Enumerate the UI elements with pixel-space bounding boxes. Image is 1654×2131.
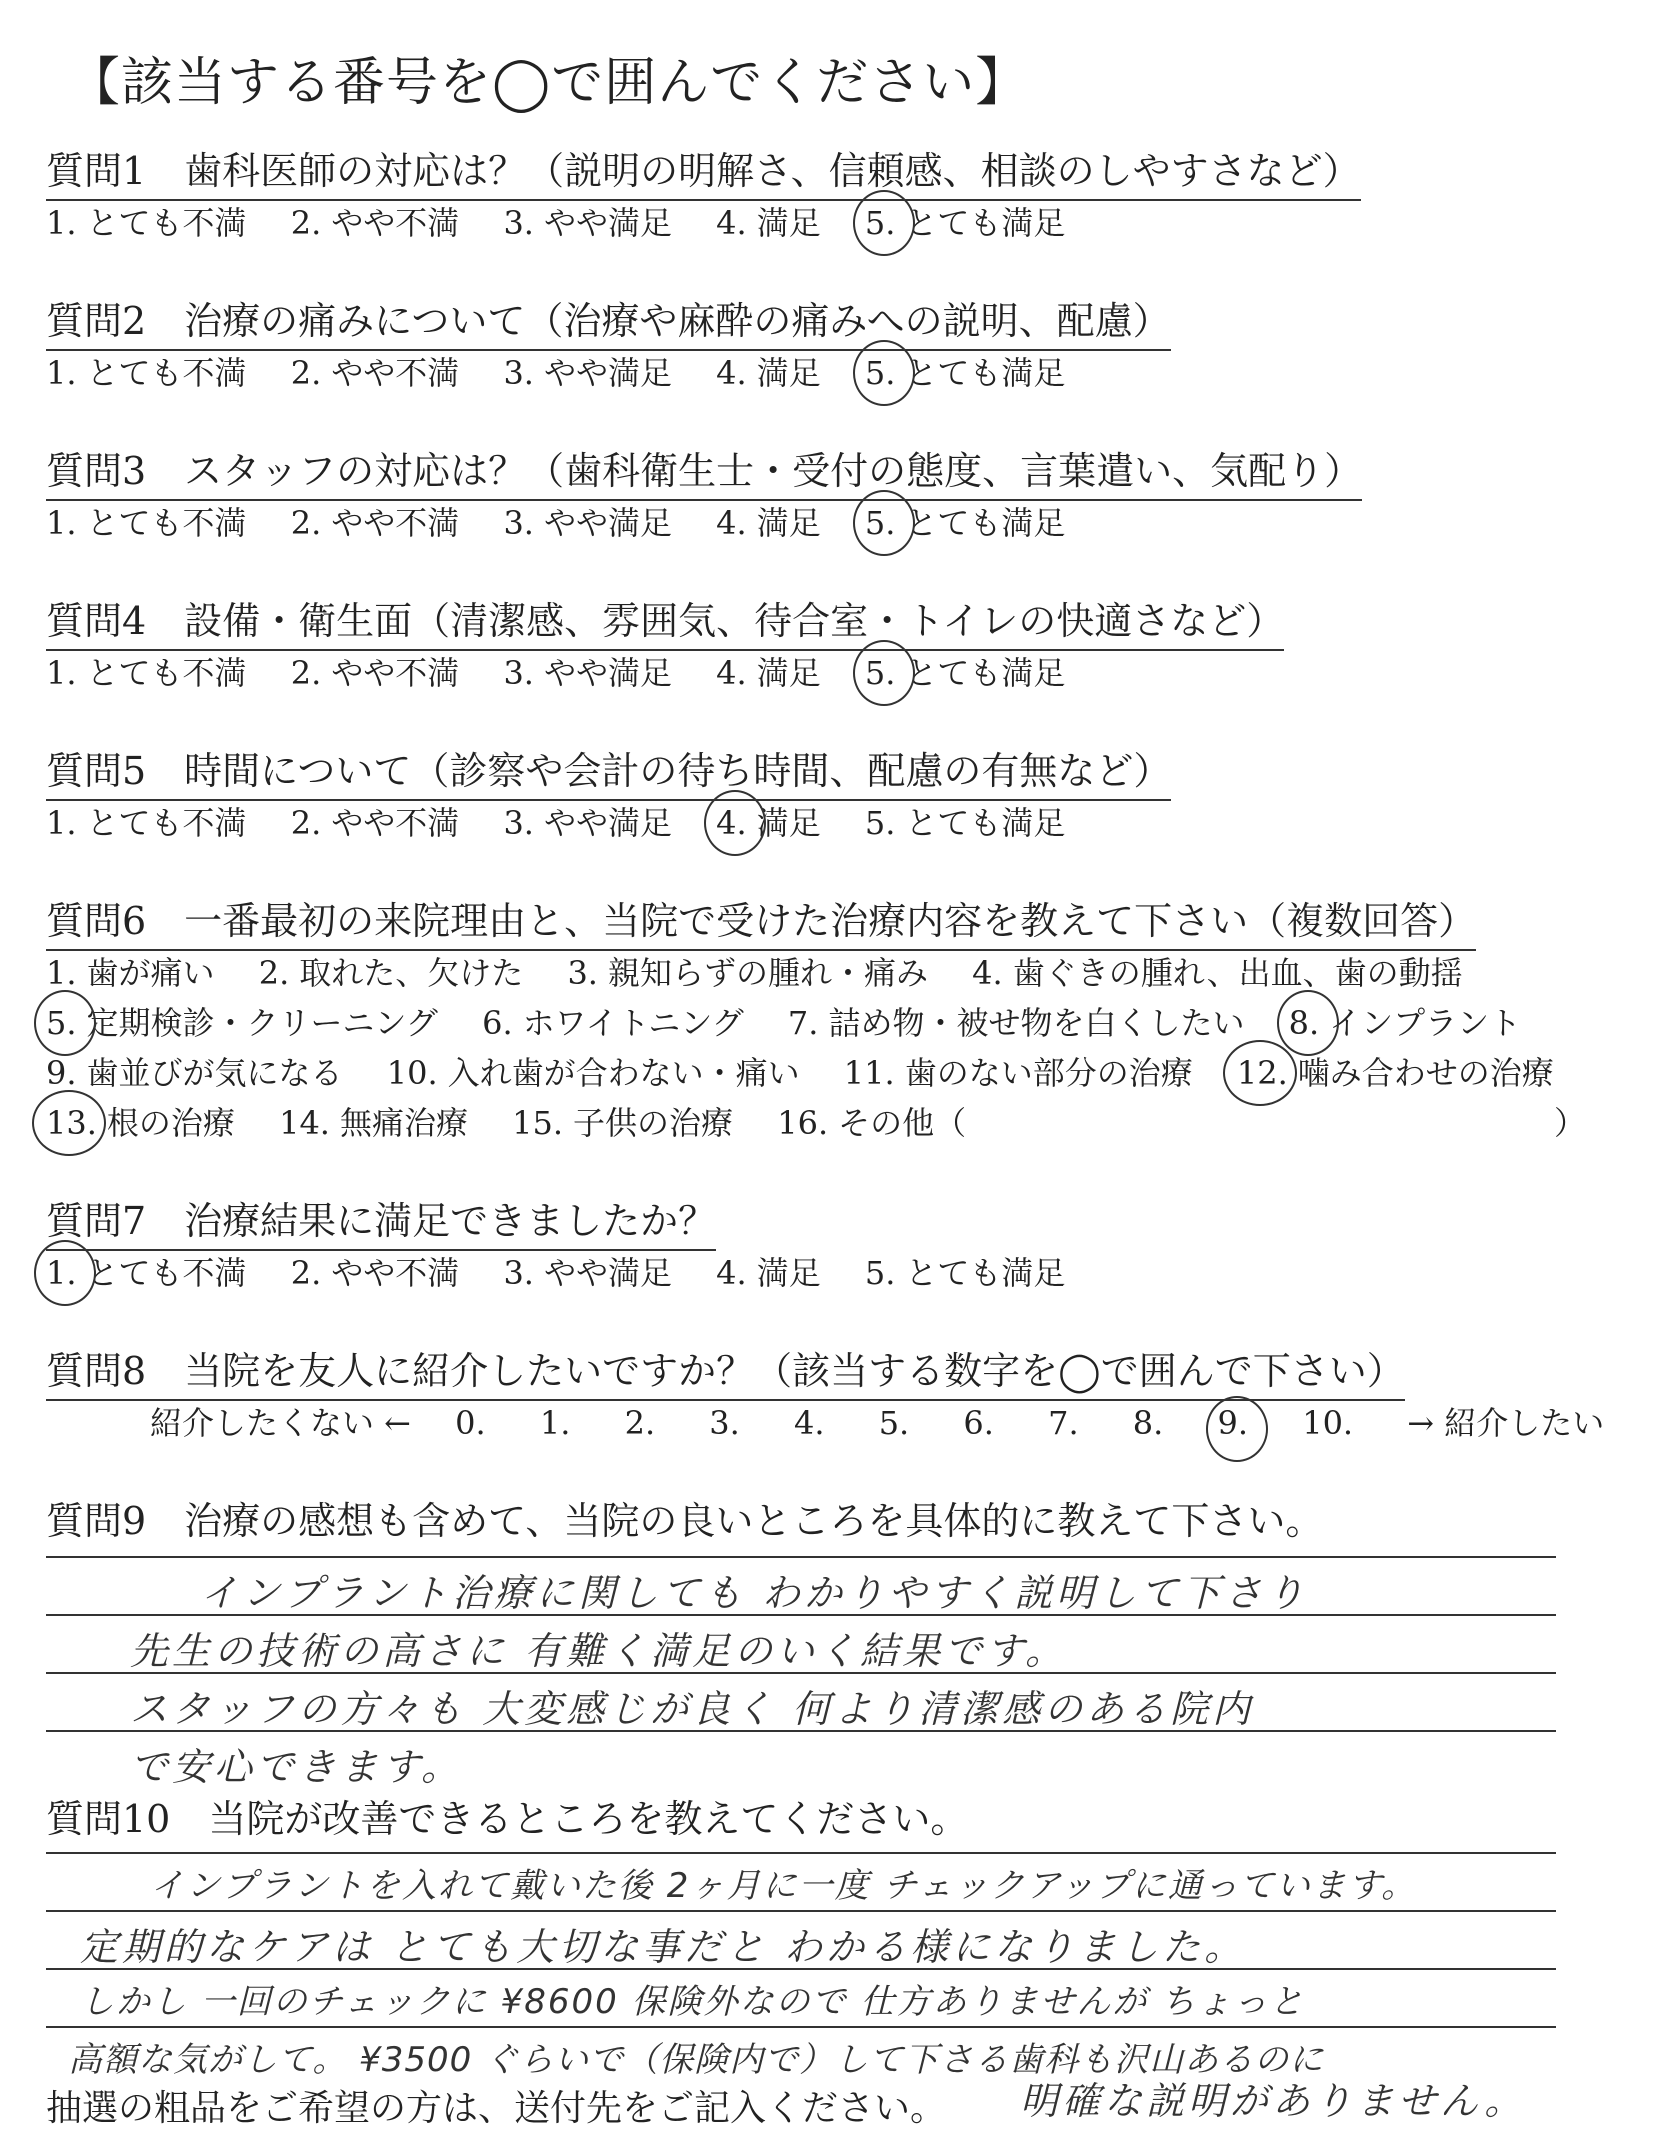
- question-6-row-3: [46, 1048, 1588, 1094]
- q10-handwritten-line-2: 定期的なケアは とても大切な事だと わかる様になりました。: [80, 1925, 1247, 1969]
- q6-option-13-selected[interactable]: 13. 根の治療: [46, 1104, 235, 1142]
- q3-option-5-selected[interactable]: 5. とても満足: [864, 504, 1066, 542]
- q2-option-1[interactable]: 1. とても不満: [46, 354, 247, 392]
- q8-scale-9-selected[interactable]: 9.: [1217, 1404, 1249, 1442]
- q1-option-3[interactable]: 3. やや満足: [503, 204, 672, 242]
- question-4-options: [46, 648, 1099, 694]
- q6-option-4[interactable]: 4. 歯ぐきの腫れ、出血、歯の動揺: [972, 954, 1463, 992]
- q6-option-1[interactable]: 1. 歯が痛い: [46, 954, 215, 992]
- q9-writing-line-1: [46, 1556, 1556, 1558]
- q2-option-5-selected[interactable]: 5. とても満足: [864, 354, 1066, 392]
- q5-option-4-selected[interactable]: 4. 満足: [716, 804, 821, 842]
- question-8-scale: [150, 1398, 1638, 1444]
- q3-option-4[interactable]: 4. 満足: [716, 504, 821, 542]
- q9-handwritten-line-3: スタッフの方々も 大変感じが良く 何より清潔感のある院内: [130, 1687, 1255, 1731]
- q6-option-14[interactable]: 14. 無痛治療: [279, 1104, 468, 1142]
- q10-handwritten-line-1: インプラントを入れて戴いた後 2ヶ月に一度 チェックアップに通っています。: [150, 1866, 1418, 1906]
- q1-option-5-selected[interactable]: 5. とても満足: [864, 204, 1066, 242]
- q8-scale-0[interactable]: 0.: [455, 1404, 486, 1442]
- q10-writing-line-2: [46, 1910, 1556, 1912]
- q6-option-3[interactable]: 3. 親知らずの腫れ・痛み: [567, 954, 928, 992]
- question-5-title: 質問5 時間について（診察や会計の待ち時間、配慮の有無など）: [46, 740, 1171, 801]
- question-6-row-1: [46, 948, 1497, 994]
- q8-scale-7[interactable]: 7.: [1048, 1404, 1079, 1442]
- q8-scale-3[interactable]: 3.: [709, 1404, 740, 1442]
- q6-other-close-paren: ）: [1554, 1104, 1587, 1142]
- question-2-title: 質問2 治療の痛みについて（治療や麻酔の痛みへの説明、配慮）: [46, 290, 1171, 351]
- q5-option-3[interactable]: 3. やや満足: [503, 804, 672, 842]
- q9-handwritten-line-1: インプラント治療に関しても わかりやすく説明して下さり: [200, 1571, 1309, 1615]
- question-2-options: [46, 348, 1099, 394]
- q4-option-3[interactable]: 3. やや満足: [503, 654, 672, 692]
- q6-option-11[interactable]: 11. 歯のない部分の治療: [843, 1054, 1193, 1092]
- question-1-title: 質問1 歯科医師の対応は？（説明の明解さ、信頼感、相談のしやすさなど）: [46, 140, 1361, 201]
- q2-option-4[interactable]: 4. 満足: [716, 354, 821, 392]
- q8-scale-5[interactable]: 5.: [878, 1404, 910, 1442]
- question-8-title: 質問8 当院を友人に紹介したいですか？（該当する数字を◯で囲んで下さい）: [46, 1340, 1405, 1401]
- q7-option-5[interactable]: 5. とても満足: [864, 1254, 1066, 1292]
- q6-option-15[interactable]: 15. 子供の治療: [512, 1104, 734, 1142]
- question-10-title: 質問10 当院が改善できるところを教えてください。: [46, 1797, 969, 1841]
- q7-option-1-selected[interactable]: 1. とても不満: [46, 1254, 247, 1292]
- question-3-options: [46, 498, 1099, 544]
- q6-option-6[interactable]: 6. ホワイトニング: [482, 1004, 744, 1042]
- q3-option-1[interactable]: 1. とても不満: [46, 504, 247, 542]
- q8-right-label: → 紹介したい: [1407, 1404, 1605, 1442]
- q6-option-2[interactable]: 2. 取れた、欠けた: [258, 954, 524, 992]
- page-title: 【該当する番号を◯で囲んでください】: [68, 53, 1029, 113]
- question-3-title: 質問3 スタッフの対応は？（歯科衛生士・受付の態度、言葉遣い、気配り）: [46, 440, 1362, 501]
- q1-option-1[interactable]: 1. とても不満: [46, 204, 247, 242]
- question-7-title: 質問7 治療結果に満足できましたか？: [46, 1190, 716, 1251]
- q7-option-4[interactable]: 4. 満足: [716, 1254, 821, 1292]
- q3-option-3[interactable]: 3. やや満足: [503, 504, 672, 542]
- q4-option-2[interactable]: 2. やや不満: [290, 654, 460, 692]
- q10-handwritten-line-4: 高額な気がして。 ¥3500 ぐらいで（保険内で）して下さる歯科も沢山あるのに: [68, 2040, 1325, 2080]
- q6-option-5-selected[interactable]: 5. 定期検診・クリーニング: [46, 1004, 438, 1042]
- q6-option-12-selected[interactable]: 12. 噛み合わせの治療: [1236, 1054, 1554, 1092]
- q1-option-4[interactable]: 4. 満足: [716, 204, 821, 242]
- question-1-options: [46, 198, 1099, 244]
- question-6-row-4: [46, 1098, 1000, 1144]
- question-4-title: 質問4 設備・衛生面（清潔感、雰囲気、待合室・トイレの快適さなど）: [46, 590, 1284, 651]
- q4-option-4[interactable]: 4. 満足: [716, 654, 821, 692]
- q5-option-1[interactable]: 1. とても不満: [46, 804, 247, 842]
- q4-option-5-selected[interactable]: 5. とても満足: [864, 654, 1066, 692]
- q10-writing-line-1: [46, 1852, 1556, 1854]
- q10-handwritten-line-5: 明確な説明がありません。: [1020, 2079, 1527, 2123]
- q9-handwritten-line-2: 先生の技術の高さに 有難く満足のいく結果です。: [130, 1629, 1068, 1673]
- q2-option-3[interactable]: 3. やや満足: [503, 354, 672, 392]
- q6-option-9[interactable]: 9. 歯並びが気になる: [46, 1054, 343, 1092]
- q8-scale-10[interactable]: 10.: [1302, 1404, 1354, 1442]
- q6-option-16[interactable]: 16. その他（: [777, 1104, 967, 1142]
- q5-option-2[interactable]: 2. やや不満: [290, 804, 460, 842]
- q2-option-2[interactable]: 2. やや不満: [290, 354, 460, 392]
- q7-option-3[interactable]: 3. やや満足: [503, 1254, 672, 1292]
- q10-handwritten-line-3: しかし 一回のチェックに ¥8600 保険外なので 仕方ありませんが ちょっと: [80, 1982, 1306, 2022]
- question-9-title: 質問9 治療の感想も含めて、当院の良いところを具体的に教えて下さい。: [46, 1499, 1324, 1543]
- q8-scale-1[interactable]: 1.: [539, 1404, 571, 1442]
- q8-left-label: 紹介したくない ←: [150, 1404, 411, 1442]
- question-5-options: [46, 798, 1099, 844]
- q8-scale-6[interactable]: 6.: [963, 1404, 994, 1442]
- q6-option-10[interactable]: 10. 入れ歯が合わない・痛い: [386, 1054, 800, 1092]
- q8-scale-2[interactable]: 2.: [624, 1404, 656, 1442]
- q6-option-7[interactable]: 7. 詰め物・被せ物を白くしたい: [787, 1004, 1245, 1042]
- question-6-row-2: [46, 998, 1555, 1044]
- q10-writing-line-4: [46, 2026, 1556, 2028]
- q7-option-2[interactable]: 2. やや不満: [290, 1254, 460, 1292]
- q8-scale-4[interactable]: 4.: [793, 1404, 825, 1442]
- q1-option-2[interactable]: 2. やや不満: [290, 204, 460, 242]
- q9-handwritten-line-4: で安心できます。: [130, 1745, 463, 1789]
- question-6-title: 質問6 一番最初の来院理由と、当院で受けた治療内容を教えて下さい（複数回答）: [46, 890, 1476, 951]
- footer-instruction: 抽選の粗品をご希望の方は、送付先をご記入ください。: [46, 2088, 947, 2129]
- q6-option-8-selected[interactable]: 8. インプラント: [1288, 1004, 1522, 1042]
- question-7-options: [46, 1248, 1099, 1294]
- q3-option-2[interactable]: 2. やや不満: [290, 504, 460, 542]
- q8-scale-8[interactable]: 8.: [1132, 1404, 1164, 1442]
- q4-option-1[interactable]: 1. とても不満: [46, 654, 247, 692]
- q5-option-5[interactable]: 5. とても満足: [864, 804, 1066, 842]
